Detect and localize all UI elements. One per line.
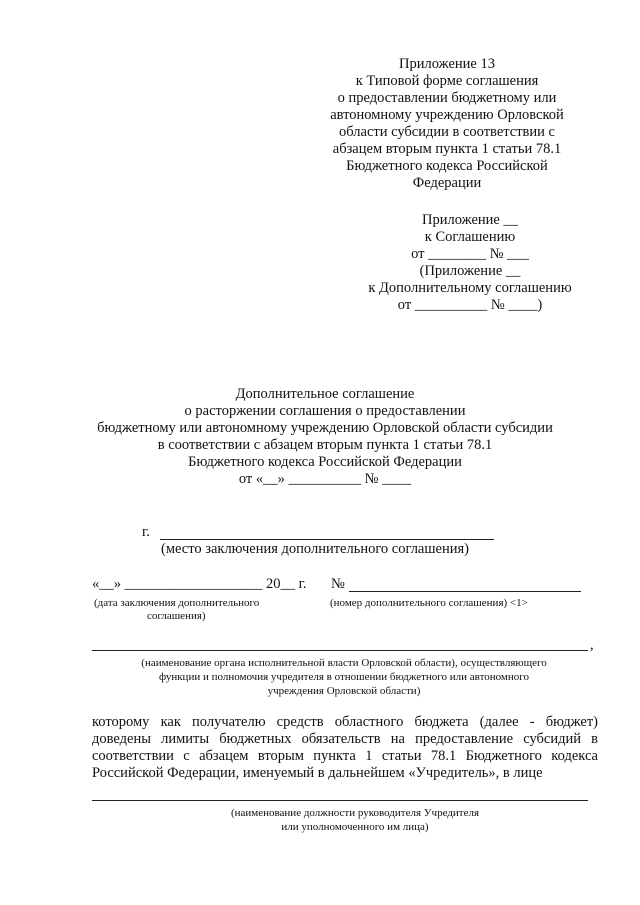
title-line: Дополнительное соглашение xyxy=(235,386,415,402)
authority-comma: , xyxy=(590,637,594,653)
authority-caption-line: учреждения Орловской области) xyxy=(267,685,421,697)
title-line: бюджетному или автономному учреждению Орловской области субсидии xyxy=(97,420,553,436)
title-line: от «__» __________ № ____ xyxy=(238,471,412,487)
number-prefix: № xyxy=(331,576,345,592)
date-field[interactable]: «__» ___________________ 20__ г. xyxy=(92,576,307,592)
appendix-header xyxy=(322,56,572,192)
header-line: автономному учреждению Орловской xyxy=(330,107,564,123)
header-line: Бюджетного кодекса Российской xyxy=(346,158,548,174)
authority-caption-line: (наименование органа исполнительной власти Орловской области), осуществляющего xyxy=(141,657,547,669)
attachment-line: (Приложение __ xyxy=(419,263,521,279)
place-prefix: г. xyxy=(142,524,150,540)
attachment-line: к Соглашению xyxy=(424,229,516,245)
header-line: о предоставлении бюджетному или xyxy=(337,90,557,106)
date-caption: (дата заключения дополнительного xyxy=(94,597,260,609)
authority-caption xyxy=(84,656,604,698)
title-line: о расторжении соглашения о предоставлении xyxy=(184,403,466,419)
header-line: к Типовой форме соглашения xyxy=(355,73,539,89)
body-line: доведены лимиты бюджетных обязательств на предоставление субсидий в xyxy=(92,731,598,747)
authority-input-line[interactable] xyxy=(92,650,588,651)
attachment-line: к Дополнительному соглашению xyxy=(368,280,572,296)
body-line: соответствии с абзацем вторым пункта 1 статьи 78.1 Бюджетного кодекса xyxy=(92,748,598,764)
date-caption: соглашения) xyxy=(147,610,206,622)
body-line: Российской Федерации, именуемый в дальнейшем «Учредитель», в лице xyxy=(92,765,543,781)
document-title xyxy=(60,386,590,488)
place-caption: (место заключения дополнительного соглашения) xyxy=(160,541,469,557)
authority-caption-line: функции и полномочия учредителя в отношении бюджетного или автономного xyxy=(158,671,530,683)
head-caption xyxy=(200,806,510,834)
attachment-line: Приложение __ xyxy=(422,212,518,228)
attachment-line: от ________ № ___ xyxy=(411,246,529,262)
body-paragraph xyxy=(92,714,598,782)
header-line: абзацем вторым пункта 1 статьи 78.1 xyxy=(332,141,562,157)
head-caption-line: (наименование должности руководителя Учредителя xyxy=(230,807,480,819)
title-line: Бюджетного кодекса Российской Федерации xyxy=(188,454,462,470)
head-caption-line: или уполномоченного им лица) xyxy=(281,821,429,833)
header-line: Приложение 13 xyxy=(399,56,495,72)
number-input-line[interactable] xyxy=(349,591,581,592)
attachment-line: от __________ № ____) xyxy=(397,297,543,313)
place-input-line[interactable] xyxy=(160,539,494,540)
header-line: Федерации xyxy=(412,175,482,191)
title-line: в соответствии с абзацем вторым пункта 1 статьи 78.1 xyxy=(157,437,493,453)
head-input-line[interactable] xyxy=(92,800,588,801)
body-line: которому как получателю средств областного бюджета (далее - бюджет) xyxy=(92,714,598,730)
attachment-block xyxy=(340,212,600,314)
header-line: области субсидии в соответствии с xyxy=(339,124,555,140)
number-caption: (номер дополнительного соглашения) <1> xyxy=(330,597,528,609)
